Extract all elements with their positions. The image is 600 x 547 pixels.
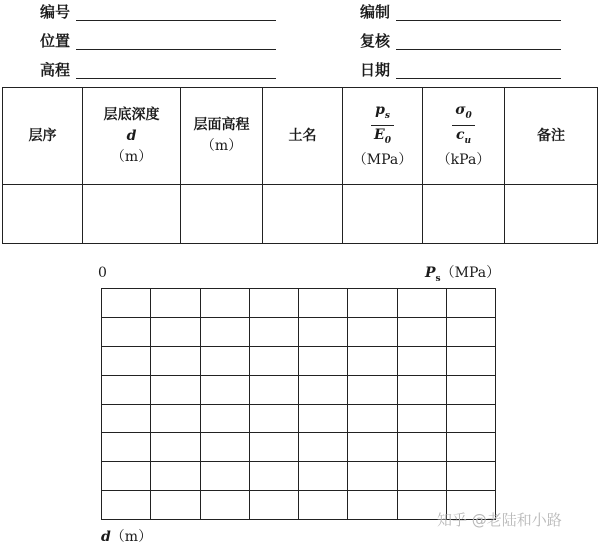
field-line-elevation[interactable] (76, 78, 276, 79)
grid-row (102, 404, 496, 433)
grid-cell (249, 289, 298, 318)
grid-cell (102, 404, 151, 433)
fraction-sigma0-over-cu: $\frac{\sigma_0}{c_u}$ (452, 101, 475, 150)
grid-cell (397, 346, 446, 375)
table-cell[interactable] (3, 185, 83, 244)
grid-cell (249, 433, 298, 462)
grid-cell (151, 491, 200, 520)
plot-origin-label: 0 (98, 265, 107, 281)
grid-cell (200, 433, 249, 462)
field-label-elevation: 高程 (40, 61, 71, 79)
layer-table (2, 87, 598, 244)
grid-cell (151, 433, 200, 462)
grid-cell (200, 317, 249, 346)
grid-cell (397, 375, 446, 404)
grid-cell (397, 462, 446, 491)
grid-cell (299, 462, 348, 491)
column-header-top-elevation: 层面高程 （m） (181, 88, 263, 185)
plot-grid (101, 288, 496, 520)
grid-cell (102, 433, 151, 462)
field-label-serial: 编号 (40, 3, 71, 21)
grid-row (102, 375, 496, 404)
grid-cell (102, 462, 151, 491)
grid-cell (446, 317, 495, 346)
grid-cell (397, 317, 446, 346)
grid-cell (446, 375, 495, 404)
column-header-bottom-depth: 层底深度 d （m） (83, 88, 181, 185)
grid-cell (200, 491, 249, 520)
grid-cell (151, 289, 200, 318)
grid-cell (151, 346, 200, 375)
grid-cell (299, 375, 348, 404)
field-label-date: 日期 (360, 61, 391, 79)
grid-cell (200, 375, 249, 404)
grid-row (102, 289, 496, 318)
table-cell[interactable] (423, 185, 505, 244)
grid-cell (249, 404, 298, 433)
column-header-sigma0-cu: $\frac{\sigma_0}{c_u}$ （kPa） (423, 88, 505, 185)
grid-cell (249, 462, 298, 491)
grid-cell (397, 289, 446, 318)
grid-cell (299, 346, 348, 375)
grid-cell (348, 289, 397, 318)
table-header-row (3, 88, 598, 185)
grid-cell (249, 346, 298, 375)
fraction-ps-over-e0: $\frac{p_s}{E_0}$ (371, 101, 394, 150)
field-line-location[interactable] (76, 49, 276, 50)
table-cell[interactable] (505, 185, 598, 244)
grid-cell (299, 317, 348, 346)
grid-cell (200, 346, 249, 375)
field-label-compiled-by: 编制 (360, 3, 391, 21)
grid-row (102, 462, 496, 491)
grid-cell (348, 346, 397, 375)
watermark: 知乎 @老陆和小路 (437, 511, 562, 529)
grid-cell (299, 404, 348, 433)
grid-cell (102, 289, 151, 318)
field-line-date[interactable] (396, 78, 561, 79)
grid-cell (151, 404, 200, 433)
grid-row (102, 346, 496, 375)
table-row (3, 185, 598, 244)
grid-cell (151, 375, 200, 404)
grid-cell (446, 404, 495, 433)
grid-cell (249, 375, 298, 404)
grid-cell (397, 404, 446, 433)
column-header-soil-name: 土名 (263, 88, 343, 185)
column-header-ps-e0: $\frac{p_s}{E_0}$ （MPa） (343, 88, 423, 185)
grid-cell (348, 317, 397, 346)
grid-cell (299, 491, 348, 520)
grid-cell (446, 433, 495, 462)
table-cell[interactable] (343, 185, 423, 244)
grid-cell (446, 462, 495, 491)
grid-cell (348, 375, 397, 404)
grid-cell (348, 491, 397, 520)
grid-cell (200, 289, 249, 318)
field-line-serial[interactable] (76, 20, 276, 21)
field-label-checked-by: 复核 (360, 32, 391, 50)
field-label-location: 位置 (40, 32, 71, 50)
field-line-checked-by[interactable] (396, 49, 561, 50)
grid-cell (299, 289, 348, 318)
y-axis-label: d（m） (101, 529, 153, 545)
grid-cell (151, 462, 200, 491)
table-cell[interactable] (83, 185, 181, 244)
grid-cell (299, 433, 348, 462)
table-cell[interactable] (263, 185, 343, 244)
grid-cell (397, 433, 446, 462)
grid-cell (249, 491, 298, 520)
grid-cell (249, 317, 298, 346)
grid-cell (348, 433, 397, 462)
column-header-layer-order: 层序 (3, 88, 83, 185)
grid-cell (102, 346, 151, 375)
grid-cell (446, 289, 495, 318)
column-header-remarks: 备注 (505, 88, 598, 185)
grid-cell (348, 404, 397, 433)
table-cell[interactable] (181, 185, 263, 244)
grid-cell (348, 462, 397, 491)
x-axis-label: $P_s(MPa)$ (425, 265, 501, 284)
grid-cell (102, 491, 151, 520)
grid-cell (200, 404, 249, 433)
grid-cell (102, 375, 151, 404)
grid-cell (446, 346, 495, 375)
grid-row (102, 433, 496, 462)
field-line-compiled-by[interactable] (396, 20, 561, 21)
grid-cell (200, 462, 249, 491)
grid-cell (102, 317, 151, 346)
grid-cell (151, 317, 200, 346)
grid-row (102, 317, 496, 346)
